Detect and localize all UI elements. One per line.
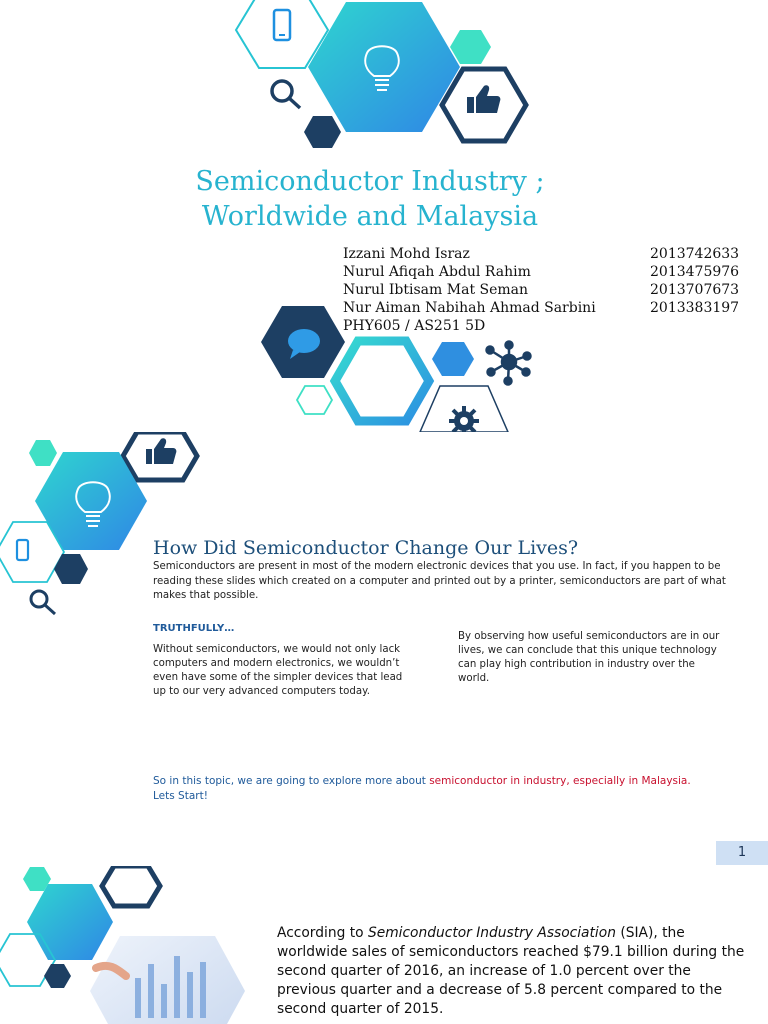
author-row [343,281,743,299]
right-column-text: By observing how useful semiconductors are in our lives, we can conclude that this unique technology can play high contribution in industry over the world. [458,631,720,684]
intro-paragraph: Semiconductors are present in most of the modern electronic devices that you use. In fact, if you happen to be reading these slides which created on a computer and printed out by a printer, semiconductors are part of what makes that possible. [153,561,726,601]
magnifier-icon [272,81,300,108]
text-before: According to [277,925,368,941]
sia-name: Semiconductor Industry Association [367,925,616,941]
course-code: PHY605 / AS251 5D [343,318,486,334]
magnifier-icon [31,591,55,614]
phone-icon [274,10,290,40]
author-list [343,245,743,335]
content-slide [0,432,768,866]
title-slide [0,0,768,432]
left-column-text: Without semiconductors, we would not only lack computers and modern electronics, we wouldn’t even have some of the simpler devices that lead up to our very advanced computers today. [153,644,403,697]
author-id: 2013742633 [650,246,740,262]
presentation-title [0,164,740,234]
author-id: 2013707673 [650,282,740,298]
closing-statement [153,774,691,804]
closing-prefix: So in this topic, we are going to explore more about [153,775,430,787]
author-row [343,263,743,281]
thumbs-up-icon [146,438,176,464]
author-name: Izzani Mohd Israz [343,246,470,262]
closing-highlight: semiconductor in industry, especially in Malaysia. [429,775,691,787]
page-number: 1 [716,841,768,865]
author-id: 2013383197 [650,300,740,316]
slide-heading: How Did Semiconductor Change Our Lives? [153,537,579,559]
author-name: Nur Aiman Nabihah Ahmad Sarbini [343,300,596,316]
sia-statistics-paragraph [277,924,747,1019]
text-after: (SIA), the worldwide sales of semiconductors reached $79.1 billion during the second quarter of 2016, an increase of 1.0 percent over the previous quarter and a decrease of 5.8 percent compared to the second quarter of 2015. [277,925,745,1017]
closing-line-2: Lets Start! [153,790,208,802]
author-row [343,299,743,317]
hexagon-chart-decoration [0,866,260,1024]
author-id: 2013475976 [650,264,740,280]
network-icon [487,342,531,385]
author-row [343,245,743,263]
author-name: Nurul Ibtisam Mat Seman [343,282,529,298]
statistics-slide [0,866,768,1024]
author-name: Nurul Afiqah Abdul Rahim [343,264,531,280]
phone-icon [17,540,28,560]
title-line-2: Worldwide and Malaysia [201,201,539,232]
title-line-1: Semiconductor Industry ; [195,166,545,197]
thumbs-up-icon [467,85,500,113]
gear-icon [449,406,479,432]
truthfully-label: TRUTHFULLY… [153,623,235,634]
